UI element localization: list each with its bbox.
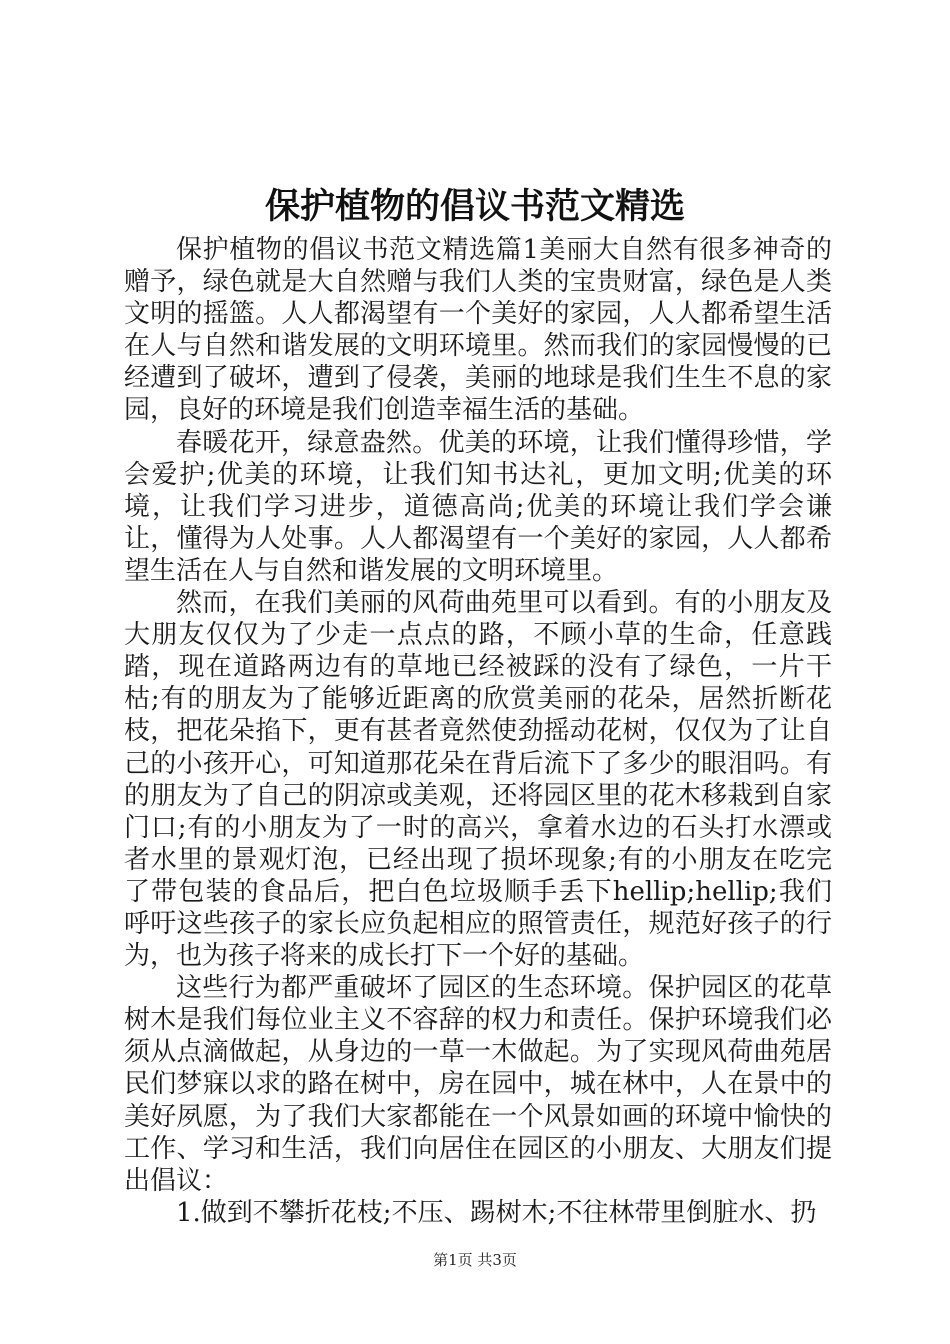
page-footer: 第1页 共3页	[433, 1251, 517, 1269]
document-body	[124, 234, 832, 1229]
paragraph: 然而，在我们美丽的风荷曲苑里可以看到。有的小朋友及大朋友仅仅为了少走一点点的路，不顾小草的生命，任意践踏，现在道路两边有的草地已经被踩的没有了绿色，一片干枯;有的朋友为了能够近距离的欣赏美丽的花朵，居然折断花枝，把花朵掐下，更有甚者竟然使劲摇动花树，仅仅为了让自己的小孩开心，可知道那花朵在背后流下了多少的眼泪吗。有的朋友为了自己的阴凉或美观，还将园区里的花木移栽到自家门口;有的小朋友为了一时的高兴，拿着水边的石头打水漂或者水里的景观灯泡，已经出现了损坏现象;有的小朋友在吃完了带包装的食品后，把白色垃圾顺手丢下hellip;hellip;我们呼吁这些孩子的家长应负起相应的照管责任，规范好孩子的行为，也为孩子将来的成长打下一个好的基础。	[124, 588, 832, 972]
paragraph: 1.做到不攀折花枝;不压、踢树木;不往林带里倒脏水、扔	[176, 1197, 817, 1228]
paragraph: 保护植物的倡议书范文精选篇1美丽大自然有很多神奇的赠予，绿色就是大自然赠与我们人类的宝贵财富，绿色是人类文明的摇篮。人人都渴望有一个美好的家园，人人都希望生活在人与自然和谐发展的文明环境里。然而我们的家园慢慢的已经遭到了破坏，遭到了侵袭，美丽的地球是我们生生不息的家园，良好的环境是我们创造幸福生活的基础。	[124, 235, 832, 426]
document-title: 保护植物的倡议书范文精选	[264, 186, 685, 227]
paragraph: 这些行为都严重破坏了园区的生态环境。保护园区的花草树木是我们每位业主义不容辞的权力和责任。保护环境我们必须从点滴做起，从身边的一草一木做起。为了实现风荷曲苑居民们梦寐以求的路在树中，房在园中，城在林中，人在景中的美好夙愿，为了我们大家都能在一个风景如画的环境中愉快的工作、学习和生活，我们向居住在园区的小朋友、大朋友们提出倡议：	[124, 973, 832, 1196]
paragraph: 春暖花开，绿意盎然。优美的环境，让我们懂得珍惜，学会爱护;优美的环境，让我们知书达礼，更加文明;优美的环境，让我们学习进步，道德高尚;优美的环境让我们学会谦让，懂得为人处事。人人都渴望有一个美好的家园，人人都希望生活在人与自然和谐发展的文明环境里。	[124, 427, 832, 586]
